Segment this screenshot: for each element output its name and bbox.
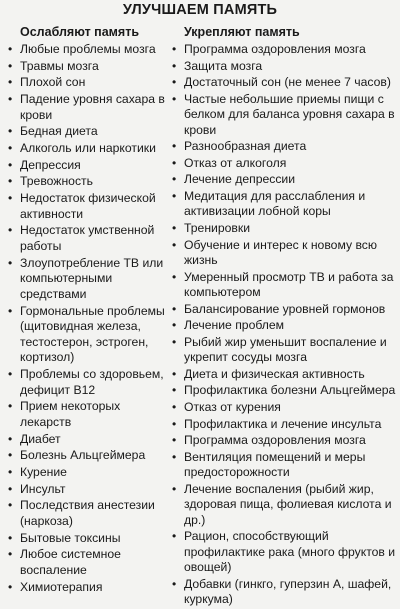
list-item xyxy=(170,335,396,366)
list-item-text: Падение уровня сахара в крови xyxy=(20,92,165,122)
list-item-text: Лечение воспаления (рыбий жир, здоровая пища, фолиевая кислота и др.) xyxy=(184,481,392,527)
bullet-icon: • xyxy=(172,58,177,73)
bullet-icon: • xyxy=(8,579,13,594)
list-item xyxy=(6,367,168,398)
list-item-text: Программа оздоровления мозга xyxy=(184,42,366,56)
list-item xyxy=(170,75,396,90)
bullet-icon: • xyxy=(8,92,13,107)
bullet-icon: • xyxy=(172,399,177,414)
bullet-icon: • xyxy=(8,448,13,463)
list-item-text: Диета и физическая активность xyxy=(184,366,365,381)
list-item xyxy=(170,221,396,236)
list-item-text: Последствия анестезии (наркоза) xyxy=(20,498,155,528)
list-item-text: Рацион, способствующий профилактике рака (много фруктов и овощей) xyxy=(184,529,396,574)
list-item xyxy=(6,580,168,596)
bullet-icon: • xyxy=(8,58,13,73)
list-item-text: Злоупотребление ТВ или компьютерными средствами xyxy=(20,255,164,301)
list-item xyxy=(6,141,168,157)
list-item-text: Медитация для расслабления и активизации лобной коры xyxy=(184,188,366,219)
list-item-text: Любые проблемы мозга xyxy=(20,42,156,56)
list-item xyxy=(170,172,396,187)
bullet-icon: • xyxy=(8,191,13,206)
bullet-icon: • xyxy=(8,303,13,318)
list-item-text: Обучение и интерес к новому всю жизнь xyxy=(184,237,378,267)
bullet-icon: • xyxy=(172,334,177,349)
list-item xyxy=(6,59,168,75)
bullet-icon: • xyxy=(172,433,177,448)
list-item-text: Умеренный просмотр ТВ и работа за компьютером xyxy=(184,269,394,299)
bullet-icon: • xyxy=(172,449,177,464)
list-item-text: Балансирование уровней гормонов xyxy=(184,301,386,316)
bullet-icon: • xyxy=(172,481,177,496)
list-item-text: Профилактика и лечение инсульта xyxy=(184,416,382,431)
list-item xyxy=(6,432,168,448)
bullet-icon: • xyxy=(8,530,13,545)
list-item-text: Травмы мозга xyxy=(20,58,99,73)
bullet-icon: • xyxy=(172,237,177,252)
list-item xyxy=(6,75,168,91)
list-item xyxy=(170,302,396,317)
bullet-icon: • xyxy=(172,220,177,235)
list-item-text: Любое системное воспаление xyxy=(20,547,121,577)
list-item-text: Проблемы со здоровьем, дефицит B12 xyxy=(20,367,164,397)
bullet-icon: • xyxy=(8,547,13,562)
bullet-icon: • xyxy=(8,174,13,189)
list-item-text: Диабет xyxy=(20,431,61,446)
list-item xyxy=(170,417,396,432)
list-item-text: Гормональные проблемы (щитовидная железа, тестостерон, эстроген, кортизол) xyxy=(20,303,165,365)
strengthens-memory-header: Укрепляют память xyxy=(184,25,300,39)
weakens-memory-column xyxy=(6,25,168,596)
bullet-icon: • xyxy=(172,529,177,544)
bullet-icon: • xyxy=(8,498,13,513)
bullet-icon: • xyxy=(172,318,177,333)
list-item xyxy=(6,92,168,123)
bullet-icon: • xyxy=(172,91,177,106)
bullet-icon: • xyxy=(172,172,177,187)
list-item xyxy=(6,158,168,174)
list-item xyxy=(6,42,168,58)
list-item-text: Лечение проблем xyxy=(184,318,285,333)
list-item xyxy=(170,433,396,448)
list-item-text: Профилактика болезни Альцгеймера xyxy=(184,383,396,398)
bullet-icon: • xyxy=(172,383,177,398)
list-item xyxy=(6,531,168,547)
strengthens-memory-list xyxy=(170,42,396,607)
list-item xyxy=(6,399,168,430)
list-item-text: Защита мозга xyxy=(184,58,263,73)
list-item xyxy=(6,448,168,464)
list-item-text: Тревожность xyxy=(20,174,93,189)
bullet-icon: • xyxy=(172,188,177,203)
strengthens-memory-column xyxy=(170,25,396,609)
list-item-text: Добавки (гинкго, гуперзин А, шафей, куркума) xyxy=(184,576,392,606)
bullet-icon: • xyxy=(8,124,13,139)
list-item xyxy=(6,174,168,190)
list-item xyxy=(170,238,396,269)
bullet-icon: • xyxy=(8,42,13,56)
bullet-icon: • xyxy=(8,399,13,414)
list-item-text: Программа оздоровления мозга xyxy=(184,433,366,448)
list-item xyxy=(170,318,396,333)
list-item xyxy=(170,383,396,398)
list-item xyxy=(170,450,396,481)
list-item xyxy=(170,367,396,382)
list-item xyxy=(6,256,168,303)
list-item xyxy=(170,482,396,528)
list-item xyxy=(6,498,168,529)
bullet-icon: • xyxy=(172,155,177,170)
list-item-text: Бытовые токсины xyxy=(20,530,121,545)
list-item xyxy=(6,124,168,140)
list-item-text: Недостаток физической активности xyxy=(20,191,156,221)
bullet-icon: • xyxy=(8,367,13,381)
bullet-icon: • xyxy=(172,269,177,284)
list-item xyxy=(6,465,168,481)
list-item-text: Бедная диета xyxy=(20,124,98,139)
list-item-text: Болезнь Альцгеймера xyxy=(20,448,146,463)
list-item-text: Отказ от алкоголя xyxy=(184,155,287,170)
list-item xyxy=(170,577,396,608)
list-item xyxy=(6,482,168,498)
list-item-text: Частые небольшие приемы пищи с белком для баланса уровня сахара в крови xyxy=(184,91,395,137)
list-item xyxy=(170,189,396,220)
bullet-icon: • xyxy=(8,255,13,270)
bullet-icon: • xyxy=(172,75,177,90)
list-item-text: Лечение депрессии xyxy=(184,172,296,187)
list-item-text: Рыбий жир уменьшит воспаление и укрепит сосуды мозга xyxy=(184,334,387,365)
list-item-text: Отказ от курения xyxy=(184,399,281,414)
weakens-memory-list xyxy=(6,42,168,595)
bullet-icon: • xyxy=(8,481,13,496)
list-item-text: Депрессия xyxy=(20,157,81,172)
list-item-text: Курение xyxy=(20,464,67,479)
list-item-text: Достаточный сон (не менее 7 часов) xyxy=(184,75,391,90)
bullet-icon: • xyxy=(172,139,177,154)
list-item xyxy=(6,304,168,366)
weakens-memory-header: Ослабляют память xyxy=(20,25,140,39)
list-item xyxy=(170,156,396,171)
bullet-icon: • xyxy=(8,431,13,446)
list-item-text: Алкоголь или наркотики xyxy=(20,141,156,156)
list-item xyxy=(6,547,168,578)
list-item-text: Вентиляция помещений и меры предосторожности xyxy=(184,449,366,480)
list-item-text: Недостаток умственной работы xyxy=(20,223,155,253)
list-item xyxy=(170,529,396,575)
list-item-text: Инсульт xyxy=(20,481,66,496)
bullet-icon: • xyxy=(172,366,177,381)
list-item xyxy=(6,191,168,222)
list-item-text: Тренировки xyxy=(184,220,251,235)
list-item xyxy=(6,223,168,254)
list-item xyxy=(170,139,396,154)
bullet-icon: • xyxy=(172,416,177,431)
list-item-text: Химиотерапия xyxy=(20,579,103,594)
list-item xyxy=(170,400,396,415)
list-item-text: Прием некоторых лекарств xyxy=(20,399,121,429)
bullet-icon: • xyxy=(8,464,13,479)
bullet-icon: • xyxy=(8,75,13,90)
bullet-icon: • xyxy=(172,576,177,591)
bullet-icon: • xyxy=(172,301,177,316)
list-item-text: Плохой сон xyxy=(20,75,86,90)
list-item xyxy=(170,42,396,57)
list-item-text: Разнообразная диета xyxy=(184,139,307,154)
page-title: УЛУЧШАЕМ ПАМЯТЬ xyxy=(122,2,278,18)
list-item xyxy=(170,270,396,301)
list-item xyxy=(170,59,396,74)
bullet-icon: • xyxy=(172,42,177,56)
bullet-icon: • xyxy=(8,141,13,156)
list-item xyxy=(170,92,396,138)
bullet-icon: • xyxy=(8,157,13,172)
bullet-icon: • xyxy=(8,223,13,238)
